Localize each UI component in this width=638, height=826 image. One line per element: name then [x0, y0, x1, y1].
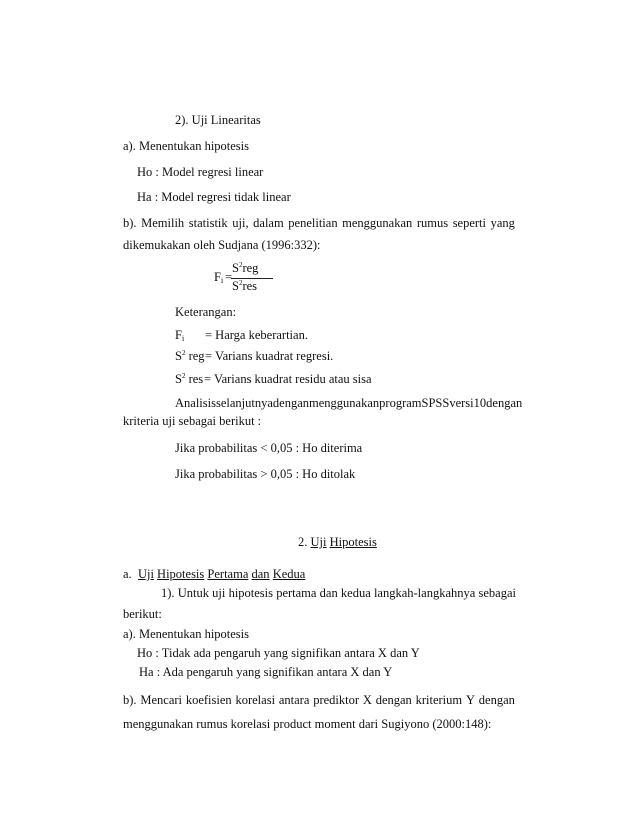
word: SPSS	[421, 396, 450, 410]
word: Untuk	[177, 586, 209, 600]
word: menggunakan	[342, 216, 413, 230]
analysis-line2: kriteria uji sebagai berikut :	[123, 414, 262, 428]
ket-sreg-symbol: $S^2$ reg	[175, 349, 205, 363]
subsection-a-heading: a. Uji Hipotesis Pertama dan Kedua	[123, 567, 306, 581]
hypothesis-ha: Ha : Model regresi tidak linear	[137, 190, 291, 204]
formula-numerator: $S^2reg$	[232, 261, 259, 275]
word: seperti	[452, 216, 487, 230]
step-b-2-line1	[123, 692, 515, 708]
step-b-line1	[123, 215, 515, 231]
word: uji	[212, 586, 226, 600]
word: Y	[465, 693, 475, 707]
word: b).	[123, 216, 137, 230]
word: koefisien	[185, 693, 232, 707]
word: Analisis	[175, 396, 216, 410]
section-heading-uji-hipotesis: 2. Uji Hipotesis	[298, 535, 377, 549]
word: korelasi	[235, 693, 276, 707]
word: prediktor	[313, 693, 360, 707]
word: rumus	[416, 216, 449, 230]
word: yang	[490, 216, 515, 230]
word: dan	[319, 586, 338, 600]
word: dengan	[486, 396, 523, 410]
word: uji,	[232, 216, 249, 230]
analysis-line1	[175, 395, 523, 411]
word: Memilih	[141, 216, 185, 230]
word: dengan	[375, 693, 412, 707]
word: menggunakan	[309, 396, 380, 410]
word: dengan	[478, 693, 515, 707]
word: antara	[278, 693, 310, 707]
word: 1).	[161, 586, 175, 600]
hypothesis-ho: Ho : Model regresi linear	[137, 165, 264, 179]
word: pertama	[276, 586, 317, 600]
formula-denominator: $S^2res$	[232, 279, 258, 293]
word: sebagai	[478, 586, 516, 600]
word: 10	[473, 396, 487, 410]
word: kriterium	[415, 693, 463, 707]
ket-sreg-desc: = Varians kuadrat regresi.	[205, 349, 334, 363]
ket-fi-symbol: $F_i$	[175, 328, 185, 343]
word: program	[379, 396, 422, 410]
word: langkah-langkahnya	[373, 586, 476, 600]
ket-fi-desc: = Harga keberartian.	[205, 328, 308, 342]
ket-sres-symbol: $S^2$ res	[175, 372, 204, 386]
word: X	[362, 693, 372, 707]
word: selanjutnya	[215, 396, 273, 410]
word: dalam	[253, 216, 284, 230]
step-b-line2: dikemukakan oleh Sudjana (1996:332):	[123, 238, 321, 252]
section-title-uji-linearitas: 2). Uji Linearitas	[175, 113, 261, 127]
para-step1-line1	[161, 585, 516, 601]
criteria-reject: Jika probabilitas > 0,05 : Ho ditolak	[175, 467, 356, 481]
step-a-hypothesis-2: a). Menentukan hipotesis	[123, 627, 250, 641]
word: kedua	[340, 586, 371, 600]
word: statistik	[188, 216, 228, 230]
word: dengan	[272, 396, 310, 410]
hypothesis-ha-2: Ha : Ada pengaruh yang signifikan antara X dan Y	[139, 665, 393, 679]
para-step1-line2: berikut:	[123, 607, 162, 621]
formula-fi	[214, 258, 274, 298]
word: hipotesis	[228, 586, 274, 600]
formula-equals: =	[225, 270, 233, 284]
keterangan-label: Keterangan:	[175, 305, 237, 319]
step-b-2-line2: menggunakan rumus korelasi product moment dari Sugiyono (2000:148):	[123, 717, 492, 731]
word: b).	[123, 693, 137, 707]
word: Mencari	[140, 693, 183, 707]
criteria-accept: Jika probabilitas < 0,05 : Ho diterima	[175, 441, 363, 455]
word: penelitian	[288, 216, 338, 230]
hypothesis-ho-2: Ho : Tidak ada pengaruh yang signifikan antara X dan Y	[137, 646, 420, 660]
ket-sres-desc: = Varians kuadrat residu atau sisa	[204, 372, 372, 386]
word: versi	[449, 396, 474, 410]
formula-fi-symbol: $F_i$	[214, 270, 224, 285]
step-a-hypothesis: a). Menentukan hipotesis	[123, 139, 250, 153]
